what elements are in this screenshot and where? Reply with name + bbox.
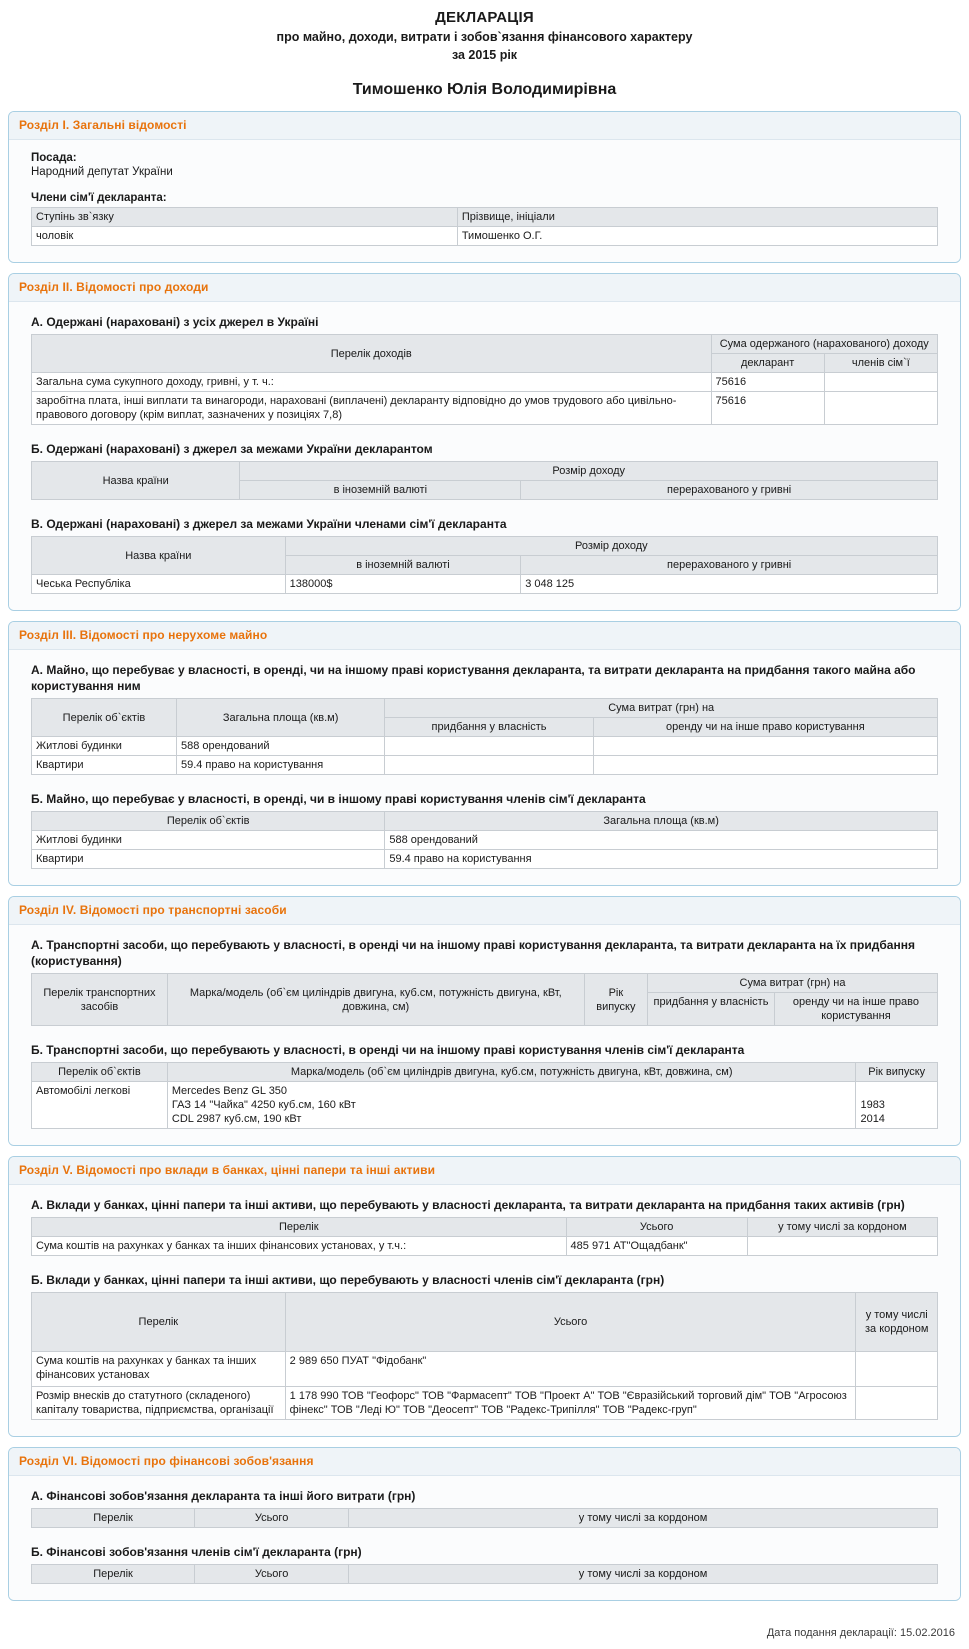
column-income-amount: Сума одержаного (нарахованого) доходу xyxy=(711,335,938,354)
table-row xyxy=(32,227,938,246)
obligations-declarant-table xyxy=(31,1508,938,1528)
table-header-row xyxy=(32,1509,938,1528)
cell-rent xyxy=(593,756,937,775)
table-header-row xyxy=(32,208,938,227)
column-abroad: у тому числі за кордоном xyxy=(349,1565,938,1584)
section-6-body xyxy=(9,1476,960,1600)
table-row xyxy=(32,1082,938,1129)
column-rent: оренду чи на інше право користування xyxy=(774,993,937,1026)
block-4a-title: А. Транспортні засоби, що перебувають у власності, в оренді чи на іншому праві користування декларанта, та витрати декларанта на їх придбання (користування) xyxy=(31,938,915,968)
column-total: Усього xyxy=(195,1509,349,1528)
column-purchase: придбання у власність xyxy=(648,993,775,1026)
column-vehicle-year: Рік випуску xyxy=(856,1063,938,1082)
assets-declarant-table xyxy=(31,1217,938,1256)
table-row xyxy=(32,392,938,425)
vehicles-declarant-table xyxy=(31,973,938,1026)
column-purchase: придбання у власність xyxy=(385,718,593,737)
block-2a-title: А. Одержані (нараховані) з усіх джерел в Україні xyxy=(31,315,319,329)
block-6a-title: А. Фінансові зобов'язання декларанта та інші його витрати (грн) xyxy=(31,1489,416,1503)
block-6b-title: Б. Фінансові зобов'язання членів сім'ї декларанта (грн) xyxy=(31,1545,362,1559)
cell-declarant-amount: 75616 xyxy=(711,373,824,392)
cell-declarant-amount: 75616 xyxy=(711,392,824,425)
cell-name: Тимошенко О.Г. xyxy=(457,227,937,246)
column-objects: Перелік об`єктів xyxy=(32,699,177,737)
obligations-family-table xyxy=(31,1564,938,1584)
section-5-heading: Розділ V. Відомості про вклади в банках, цінні папери та інші активи xyxy=(9,1157,960,1185)
cell-foreign-currency: 138000$ xyxy=(285,575,521,594)
table-row xyxy=(32,373,938,392)
section-1-heading: Розділ I. Загальні відомості xyxy=(9,112,960,140)
table-header-row xyxy=(32,335,938,354)
block-5a-title: А. Вклади у банках, цінні папери та інші активи, що перебувають у власності декларанта, та витрати декларанта на придбання таких активів (грн) xyxy=(31,1198,905,1212)
section-6-heading: Розділ VI. Відомості про фінансові зобов'язання xyxy=(9,1448,960,1476)
table-row xyxy=(32,1237,938,1256)
table-header-row xyxy=(32,1218,938,1237)
income-foreign-declarant-table xyxy=(31,461,938,500)
column-total: Усього xyxy=(195,1565,349,1584)
cell-object: Квартири xyxy=(32,850,385,869)
document-subtitle: про майно, доходи, витрати і зобов`язання фінансового характеру xyxy=(276,30,693,44)
block-2b-title: Б. Одержані (нараховані) з джерел за межами України декларантом xyxy=(31,442,433,456)
vehicle-year-line xyxy=(860,1084,933,1098)
cell-family-amount xyxy=(824,392,937,425)
cell-vehicle-object: Автомобілі легкові xyxy=(32,1082,168,1129)
column-expenses: Сума витрат (грн) на xyxy=(385,699,938,718)
section-financial-obligations xyxy=(8,1447,961,1601)
submission-date: Дата подання декларації: 15.02.2016 xyxy=(766,1627,955,1639)
table-header-row xyxy=(32,812,938,831)
section-3-body xyxy=(9,650,960,885)
column-total: Усього xyxy=(566,1218,747,1237)
column-foreign-currency: в іноземній валюті xyxy=(240,481,521,500)
document-year: за 2015 рік xyxy=(451,48,518,62)
column-rent: оренду чи на інше право користування xyxy=(593,718,937,737)
column-vehicle-year: Рік випуску xyxy=(584,974,647,1026)
column-total: Усього xyxy=(285,1293,856,1352)
table-header-row xyxy=(32,537,938,556)
cell-relation: чоловік xyxy=(32,227,458,246)
cell-area: 588 орендований xyxy=(385,831,938,850)
table-header-row xyxy=(32,1293,938,1352)
column-list: Перелік xyxy=(32,1218,567,1237)
column-declarant: декларант xyxy=(711,354,824,373)
column-income-list: Перелік доходів xyxy=(32,335,712,373)
position-value: Народний депутат України xyxy=(31,166,173,178)
section-bank-assets xyxy=(8,1156,961,1437)
column-income-size: Розмір доходу xyxy=(285,537,937,556)
table-row xyxy=(32,737,938,756)
table-row xyxy=(32,575,938,594)
table-header-row xyxy=(32,462,938,481)
section-2-heading: Розділ II. Відомості про доходи xyxy=(9,274,960,302)
column-list: Перелік xyxy=(32,1293,286,1352)
column-list: Перелік xyxy=(32,1509,195,1528)
cell-family-amount xyxy=(824,373,937,392)
position-label: Посада: xyxy=(31,152,77,164)
cell-income-label: Загальна сума сукупного доходу, гривні, у т. ч.: xyxy=(32,373,712,392)
family-members-table xyxy=(31,207,938,246)
cell-area: 59.4 право на користування xyxy=(385,850,938,869)
table-row xyxy=(32,850,938,869)
cell-purchase xyxy=(385,737,593,756)
block-2c-title: В. Одержані (нараховані) з джерел за межами України членами сім'ї декларанта xyxy=(31,517,507,531)
section-4-body xyxy=(9,925,960,1145)
cell-country: Чеська Республіка xyxy=(32,575,286,594)
column-vehicle-objects: Перелік транспортних засобів xyxy=(32,974,168,1026)
column-expenses: Сума витрат (грн) на xyxy=(648,974,938,993)
column-area: Загальна площа (кв.м) xyxy=(385,812,938,831)
cell-converted-uah: 3 048 125 xyxy=(521,575,938,594)
table-header-row xyxy=(32,974,938,993)
column-objects: Перелік об`єктів xyxy=(32,812,385,831)
cell-rent xyxy=(593,737,937,756)
section-income xyxy=(8,273,961,611)
column-abroad: у тому числі за кордоном xyxy=(856,1293,938,1352)
section-1-body xyxy=(9,140,960,262)
column-vehicle-model: Марка/модель (об`єм циліндрів двигуна, куб.см, потужність двигуна, кВт, довжина, см) xyxy=(167,974,584,1026)
vehicle-year-line: 1983 xyxy=(860,1099,885,1111)
column-income-size: Розмір доходу xyxy=(240,462,938,481)
block-5b-title: Б. Вклади у банках, цінні папери та інші активи, що перебувають у власності членів сім'ї декларанта (грн) xyxy=(31,1273,665,1287)
document-header xyxy=(0,0,969,100)
real-estate-family-table xyxy=(31,811,938,869)
cell-vehicle-models xyxy=(167,1082,856,1129)
cell-asset-label: Розмір внесків до статутного (складеного) капіталу товариства, підприємства, організації xyxy=(32,1387,286,1420)
column-converted-uah: перерахованого у гривні xyxy=(521,481,938,500)
column-country: Назва країни xyxy=(32,462,240,500)
table-row xyxy=(32,831,938,850)
vehicle-model-line: CDL 2987 куб.см, 190 кВт xyxy=(171,1113,302,1125)
section-2-body xyxy=(9,302,960,610)
column-family: членів сім`ї xyxy=(824,354,937,373)
vehicle-year-line: 2014 xyxy=(860,1113,885,1125)
cell-asset-abroad xyxy=(856,1387,938,1420)
vehicle-model-line: ГАЗ 14 "Чайка" 4250 куб.см, 160 кВт xyxy=(171,1099,356,1111)
vehicle-model-line: Mercedes Benz GL 350 xyxy=(171,1085,288,1097)
cell-area: 588 орендований xyxy=(176,737,384,756)
assets-family-table xyxy=(31,1292,938,1420)
real-estate-declarant-table xyxy=(31,698,938,775)
cell-income-label: заробітна плата, інші виплати та винагороди, нараховані (виплачені) декларанту відповідно до умов трудового або цивільно-правового договору (крім виплат, зазначених у позиціях 7,8) xyxy=(32,392,712,425)
cell-object: Житлові будинки xyxy=(32,831,385,850)
column-converted-uah: перерахованого у гривні xyxy=(521,556,938,575)
section-3-heading: Розділ III. Відомості про нерухоме майно xyxy=(9,622,960,650)
cell-object: Квартири xyxy=(32,756,177,775)
cell-asset-label: Сума коштів на рахунках у банках та інших фінансових установах, у т.ч.: xyxy=(32,1237,567,1256)
cell-vehicle-years xyxy=(856,1082,938,1129)
cell-asset-total: 485 971 АТ"Ощадбанк" xyxy=(566,1237,747,1256)
column-list: Перелік xyxy=(32,1565,195,1584)
column-relation: Ступінь зв`язку xyxy=(32,208,458,227)
cell-object: Житлові будинки xyxy=(32,737,177,756)
table-header-row xyxy=(32,1565,938,1584)
column-name: Прізвище, ініціали xyxy=(457,208,937,227)
section-real-estate xyxy=(8,621,961,886)
block-3a-title: А. Майно, що перебуває у власності, в оренді, чи на іншому праві користування декларанта, та витрати декларанта на придбання такого майна або користування ним xyxy=(31,663,916,693)
column-abroad: у тому числі за кордоном xyxy=(349,1509,938,1528)
table-row xyxy=(32,1352,938,1387)
cell-asset-abroad xyxy=(747,1237,937,1256)
column-country: Назва країни xyxy=(32,537,286,575)
section-4-heading: Розділ IV. Відомості про транспортні засоби xyxy=(9,897,960,925)
block-3b-title: Б. Майно, що перебуває у власності, в оренді, чи в іншому праві користування членів сім'ї декларанта xyxy=(31,792,646,806)
section-vehicles xyxy=(8,896,961,1146)
column-area: Загальна площа (кв.м) xyxy=(176,699,384,737)
cell-purchase xyxy=(385,756,593,775)
cell-asset-abroad xyxy=(856,1352,938,1387)
column-vehicle-objects: Перелік об`єктів xyxy=(32,1063,168,1082)
column-foreign-currency: в іноземній валюті xyxy=(285,556,521,575)
cell-asset-total: 2 989 650 ПУАТ "Фідобанк" xyxy=(285,1352,856,1387)
table-row xyxy=(32,1387,938,1420)
table-header-row xyxy=(32,1063,938,1082)
cell-asset-total: 1 178 990 ТОВ "Геофорс" ТОВ "Фармасепт" ТОВ "Проект А" ТОВ "Євразійський торговий дім" ТОВ "Агросоюз фінекс" ТОВ "Леді Ю" ТОВ "Деосепт" ТОВ "Радекс-Трипілля" ТОВ "Радекс-груп" xyxy=(285,1387,856,1420)
income-domestic-table xyxy=(31,334,938,425)
block-4b-title: Б. Транспортні засоби, що перебувають у власності, в оренді чи на іншому праві користування членів сім'ї декларанта xyxy=(31,1043,745,1057)
declarant-name: Тимошенко Юлія Володимирівна xyxy=(352,81,617,98)
table-row xyxy=(32,756,938,775)
section-general-info xyxy=(8,111,961,263)
table-header-row xyxy=(32,699,938,718)
column-vehicle-model: Марка/модель (об`єм циліндрів двигуна, куб.см, потужність двигуна, кВт, довжина, см) xyxy=(167,1063,856,1082)
document-title: ДЕКЛАРАЦІЯ xyxy=(435,9,534,26)
cell-area: 59.4 право на користування xyxy=(176,756,384,775)
cell-asset-label: Сума коштів на рахунках у банках та інших фінансових установах xyxy=(32,1352,286,1387)
family-members-label: Члени сім'ї декларанта: xyxy=(31,192,167,204)
income-foreign-family-table xyxy=(31,536,938,594)
vehicles-family-table xyxy=(31,1062,938,1129)
column-abroad: у тому числі за кордоном xyxy=(747,1218,937,1237)
section-5-body xyxy=(9,1185,960,1436)
